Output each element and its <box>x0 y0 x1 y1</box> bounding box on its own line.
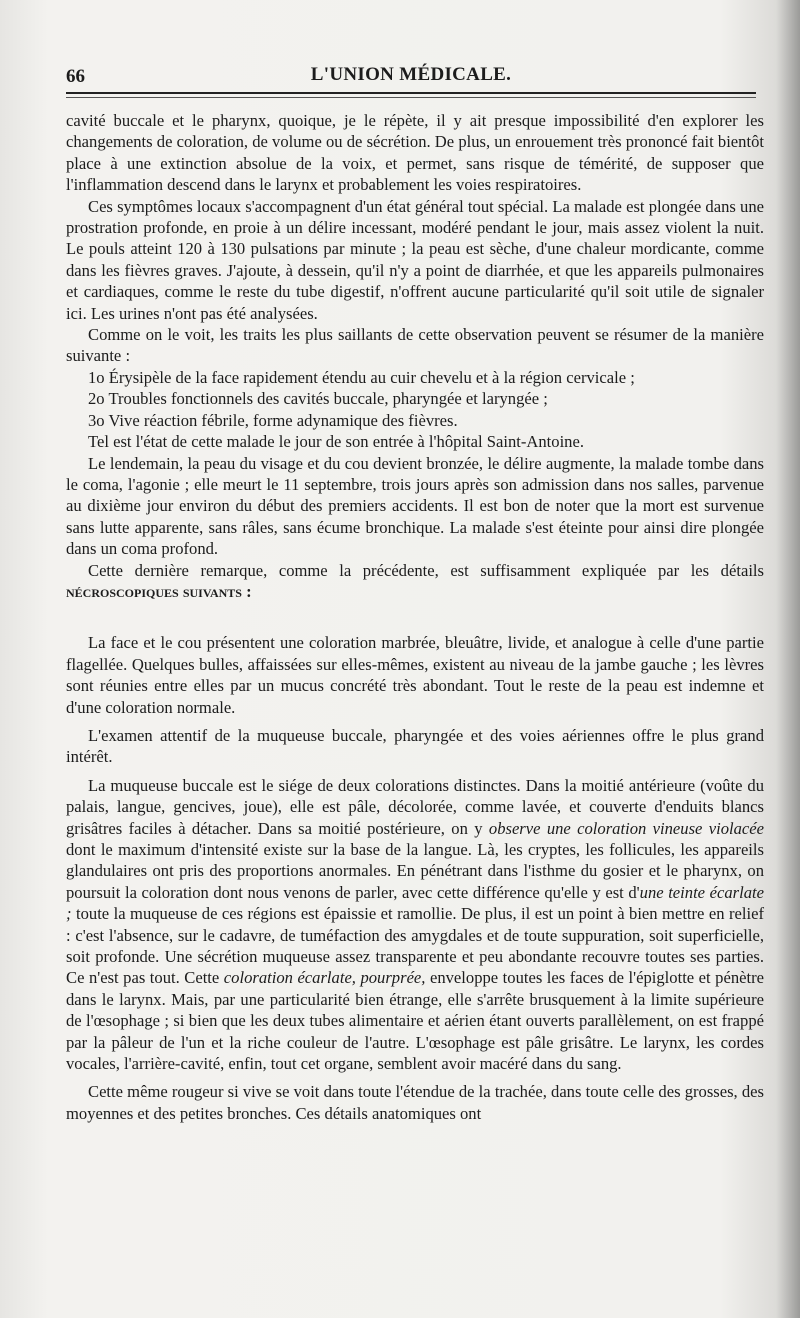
paragraph: La face et le cou présentent une coloration marbrée, bleuâtre, livide, et analogue à celle d'une partie flagellée. Quelques bulles, affaissées sur elles-mêmes, existent au niveau de la jambe gauche ; les lèvres sont réunies entre elles par un mucus concrété très abondant. Tout le reste de la peau est indemne et d'une coloration normale. <box>66 633 764 717</box>
emphasis-text: une teinte écarlate ; <box>66 882 764 924</box>
paragraph-text: toute la muqueuse de ces régions est épaissie et ramollie. De plus, il est un point à bien mettre en relief : c'est l'absence, sur le cadavre, de tuméfaction des amygdales et de toute suppuration, soit superficielle, soit profonde. Une sécrétion muqueuse assez transparente et peu abondante recouvre toutes ses parties. Ce n'est pas tout. Cette <box>66 904 764 988</box>
small-caps-heading: nécroscopiques suivants : <box>66 581 252 601</box>
body-text <box>66 110 764 1124</box>
list-item: 3o Vive réaction fébrile, forme adynamique des fièvres. <box>88 410 458 430</box>
paragraph-text: dont le maximum d'intensité existe sur la base de la langue. Là, les cryptes, les follicules, les appareils glandulaires ont pris des proportions anormales. En pénétrant dans l'isthme du gosier et le pharynx, on poursuit la coloration dont nous venons de parler, avec cette différence qu'elle y est d' <box>66 840 764 902</box>
paragraph: L'examen attentif de la muqueuse buccale, pharyngée et des voies aériennes offre le plus grand intérêt. <box>66 725 764 767</box>
paragraph: Comme on le voit, les traits les plus saillants de cette observation peuvent se résumer de la manière suivante : <box>66 325 764 366</box>
page-header <box>66 60 756 96</box>
page-number: 66 <box>66 66 85 87</box>
paragraph: Le lendemain, la peau du visage et du cou devient bronzée, le délire augmente, la malade tombe dans le coma, l'agonie ; elle meurt le 11 septembre, trois jours après son admission dans nos salles, parvenue au dixième jour environ du début des premiers accidents. Il est bon de noter que la mort est survenue sans lutte apparente, sans râles, sans écume bronchique. La malade s'est éteinte pour ainsi dire plongée dans un coma profond. <box>66 453 764 559</box>
paragraph-text: La muqueuse buccale est le siége de deux colorations distinctes. Dans la moitié antérieure (voûte du palais, langue, gencives, joue), elle est pâle, décolorée, comme lavée, et couverte d'enduits blancs grisâtres faciles à détacher. Dans sa moitié postérieure, on y <box>66 775 764 838</box>
paragraph: Tel est l'état de cette malade le jour de son entrée à l'hôpital Saint-Antoine. <box>88 432 584 452</box>
paragraph-text: Cette dernière remarque, comme la précédente, est suffisamment expliquée par les détails <box>88 560 764 580</box>
section-gap <box>66 602 764 632</box>
emphasis-text: observe une coloration vineuse violacée <box>488 818 765 838</box>
paragraph <box>66 775 764 1075</box>
paragraph-text: enveloppe toutes les faces de l'épiglotte et pénètre dans le larynx. Mais, par une particularité bien étrange, elle s'arrête brusquement à la limite supérieure de l'œsophage ; si bien que les deux tubes alimentaire et aérien étant ouverts parallèlement, on est frappé par la pâleur de l'un et la riche couleur de l'autre. L'œsophage est pâle grisâtre. Le larynx, les cordes vocales, l'arrière-cavité, enfin, tout cet organe, semblent avoir macéré dans du sang. <box>66 968 764 1074</box>
paragraph-gap <box>66 718 764 725</box>
list-item: 2o Troubles fonctionnels des cavités buccale, pharyngée et laryngée ; <box>88 389 548 409</box>
paragraph-gap <box>66 768 764 775</box>
list-item: 1o Érysipèle de la face rapidement étendu au cuir chevelu et à la région cervicale ; <box>88 367 635 387</box>
paragraph: cavité buccale et le pharynx, quoique, je le répète, il y ait presque impossibilité d'en explorer les changements de coloration, de volume ou de sécrétion. De plus, un enrouement très prononcé fait bientôt place à une extinction absolue de la voix, et permet, sans risque de témérité, de supposer que l'inflammation descend dans le larynx et probablement les voies respiratoires. <box>66 111 764 195</box>
header-rule <box>66 92 756 94</box>
paragraph <box>66 560 764 603</box>
paragraph: Ces symptômes locaux s'accompagnent d'un état général tout spécial. La malade est plongée dans une prostration profonde, en proie à un délire incessant, modéré pendant le jour, mais assez violent la nuit. Le pouls atteint 120 à 130 pulsations par minute ; la peau est sèche, d'une chaleur mordicante, comme dans les fièvres graves. J'ajoute, à dessein, qu'il n'y a point de diarrhée, et que les appareils pulmonaires et cardiaques, comme le reste du tube digestif, n'offrent aucune particularité qu'il soit utile de signaler ici. Les urines n'ont pas été analysées. <box>66 196 764 323</box>
paragraph-gap <box>66 1074 764 1081</box>
header-rule-thin <box>66 97 756 98</box>
paragraph: Cette même rougeur si vive se voit dans toute l'étendue de la trachée, dans toute celle des grosses, des moyennes et des petites bronches. Ces détails anatomiques ont <box>66 1082 764 1123</box>
running-title: L'UNION MÉDICALE. <box>310 64 512 85</box>
emphasis-text: coloration écarlate, pourprée, <box>223 968 426 988</box>
